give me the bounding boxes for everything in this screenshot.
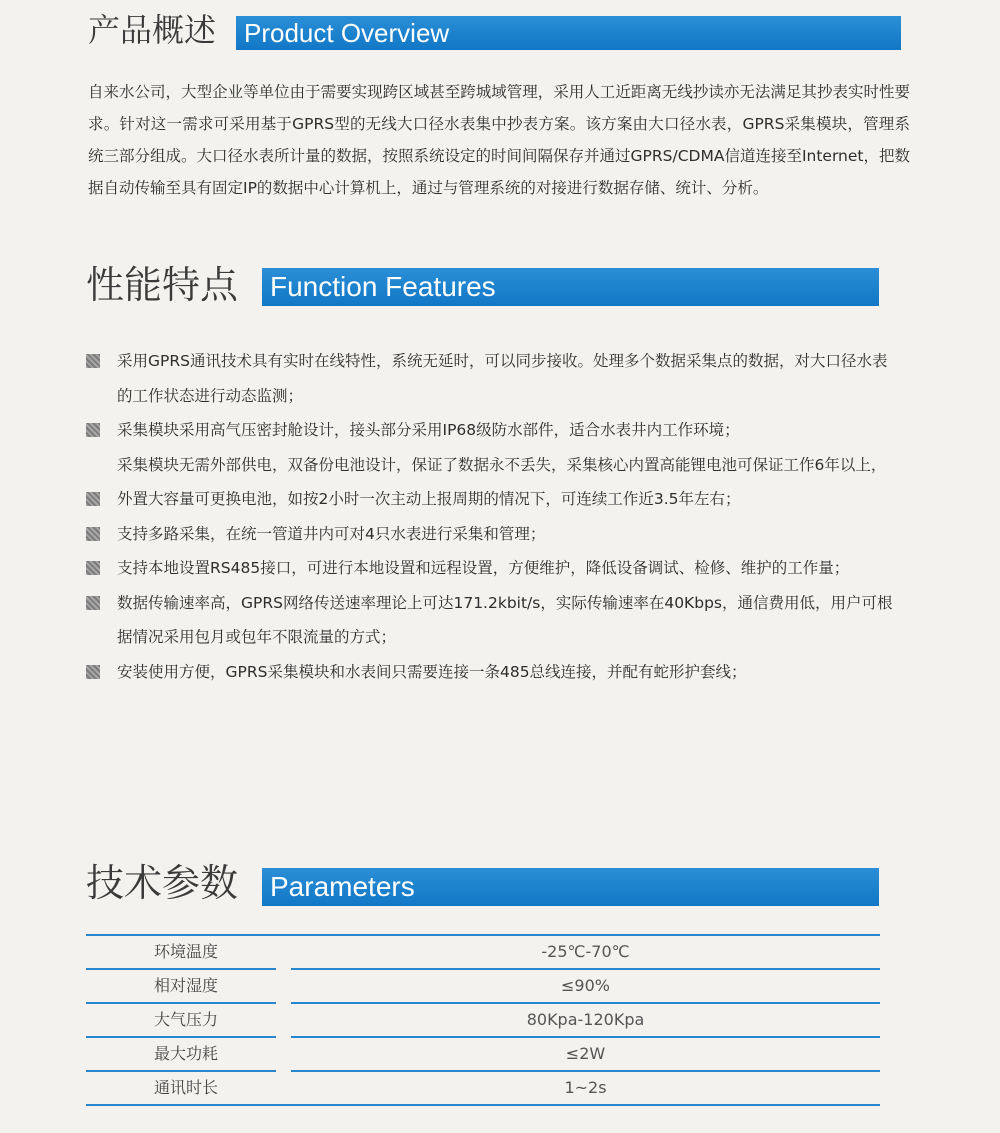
features-title-cn: 性能特点 [86,263,239,307]
parameters-table [86,934,880,1097]
param-value: -25℃-70℃ [541,942,630,961]
square-bullet-icon [86,423,100,437]
list-item [86,413,896,448]
param-label: 通讯时长 [153,1078,218,1097]
table-row [86,935,880,969]
features-title-en: Function Features [262,268,879,306]
param-label: 环境温度 [153,942,218,961]
feature-text: 采集模块无需外部供电，双备份电池设计，保证了数据永不丢失，采集核心内置高能锂电池可保证工作6年以上，外置大容量可更换电池，如按2小时一次主动上报周期的情况下，可连续工作近3.5年左右； [117,455,887,508]
list-item [86,517,896,552]
param-value: ≤2W [565,1044,606,1063]
feature-text: 支持多路采集，在统一管道井内可对4只水表进行采集和管理； [117,524,546,543]
feature-text: 安装使用方便，GPRS采集模块和水表间只需要连接一条485总线连接，并配有蛇形护套线； [117,662,747,681]
square-bullet-icon [86,354,100,368]
list-item [86,586,896,655]
table-bottom-rule [86,1104,880,1106]
feature-text: 支持本地设置RS485接口，可进行本地设置和远程设置，方便维护，降低设备调试、检修、维护的工作量； [117,559,850,577]
param-label: 最大功耗 [153,1044,218,1063]
param-value: 1~2s [564,1078,607,1097]
parameters-title-en: Parameters [262,868,879,906]
square-bullet-icon [86,665,100,679]
list-item [86,344,896,413]
square-bullet-icon [86,492,100,506]
parameters-title-cn: 技术参数 [86,861,239,905]
overview-paragraph: 自来水公司，大型企业等单位由于需要实现跨区域甚至跨城域管理，采用人工近距离无线抄读亦无法满足其抄表实时性要求。针对这一需求可采用基于GPRS型的无线大口径水表集中抄表方案。该方案由大口径水表，GPRS采集模块，管理系统三部分组成。大口径水表所计量的数据，按照系统设定的时间间隔保存并通过GPRS/CDMA信道连接至Internet，把数据自动传输至具有固定IP的数据中心计算机上，通过与管理系统的对接进行数据存储、统计、分析。 [88,83,910,197]
square-bullet-icon [86,596,100,610]
table-row [86,1071,880,1105]
feature-text: 采集模块采用高气压密封舱设计，接头部分采用IP68级防水部件，适合水表井内工作环境； [117,421,740,439]
square-bullet-icon [86,561,100,575]
features-list [86,344,896,689]
table-row [86,1037,880,1071]
list-item [86,551,896,586]
list-item [86,655,896,690]
param-value: 80Kpa-120Kpa [526,1010,645,1029]
feature-text: 数据传输速率高，GPRS网络传送速率理论上可达171.2kbit/s，实际传输速率在40Kbps，通信费用低，用户可根据情况采用包月或包年不限流量的方式； [117,593,893,646]
overview-title-en: Product Overview [236,16,901,50]
param-label: 相对湿度 [153,976,218,995]
list-item [86,448,896,517]
param-label: 大气压力 [153,1010,218,1029]
param-value: ≤90% [561,976,610,995]
feature-text: 采用GPRS通讯技术具有实时在线特性，系统无延时，可以同步接收。处理多个数据采集点的数据，对大口径水表的工作状态进行动态监测； [117,352,888,405]
table-row [86,1003,880,1037]
table-row [86,969,880,1003]
square-bullet-icon [86,527,100,541]
overview-title-cn: 产品概述 [88,11,217,49]
